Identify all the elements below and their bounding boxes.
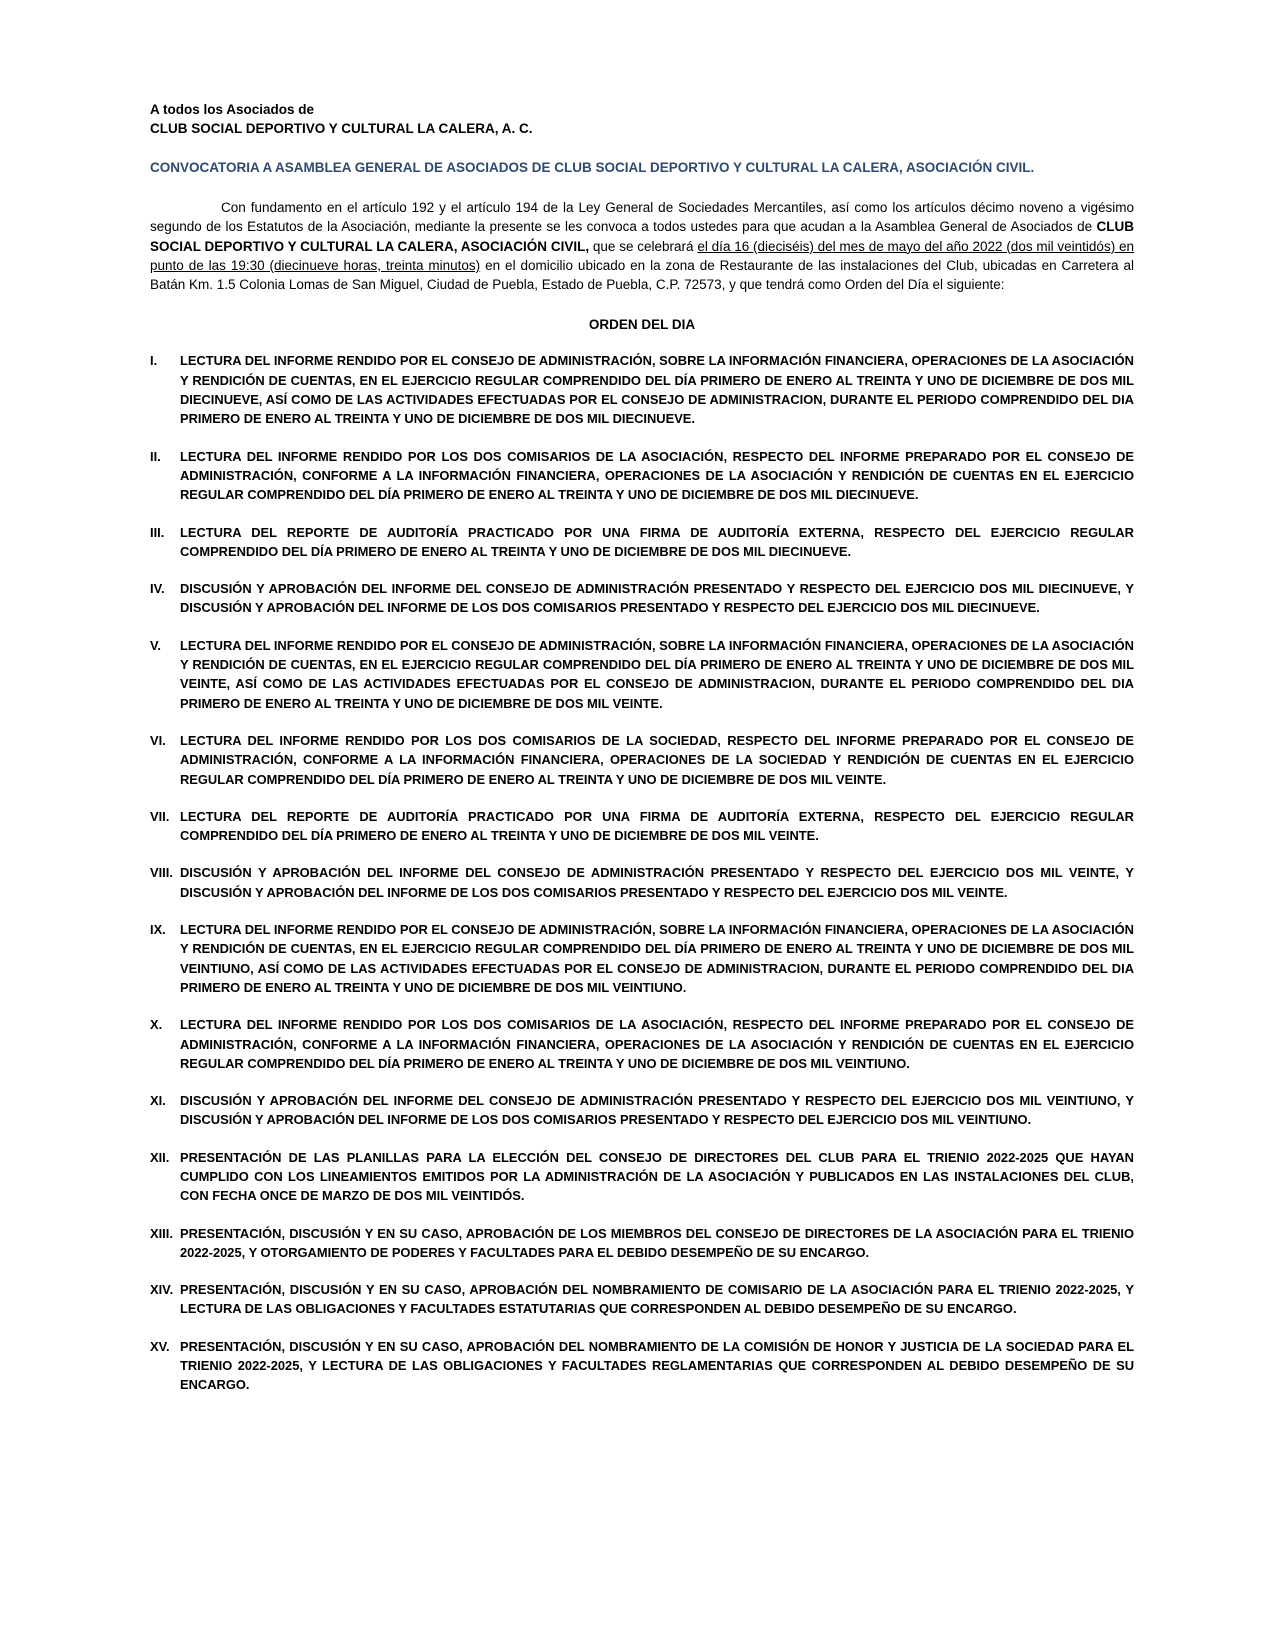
agenda-item [150, 863, 1134, 902]
agenda-item [150, 920, 1134, 997]
agenda-item [150, 351, 1134, 428]
intro-club-name: CLUB SOCIAL DEPORTIVO Y CULTURAL LA CALERA, ASOCIACIÓN CIVIL, [150, 219, 1134, 254]
agenda-item-text: DISCUSIÓN Y APROBACIÓN DEL INFORME DEL CONSEJO DE ADMINISTRACIÓN PRESENTADO Y RESPECTO DEL EJERCICIO DOS MIL VEINTIUNO, Y DISCUSIÓN Y APROBACIÓN DEL INFORME DE LOS DOS COMISARIOS PRESENTADO Y RESPECTO DEL EJERCICIO DOS MIL VEINTIUNO. [180, 1093, 1134, 1128]
salutation [150, 100, 1134, 138]
agenda-item-number: XV. [150, 1338, 170, 1354]
agenda-item [150, 579, 1134, 618]
agenda-item-text: PRESENTACIÓN, DISCUSIÓN Y EN SU CASO, APROBACIÓN DEL NOMBRAMIENTO DE COMISARIO DE LA ASOCIACIÓN PARA EL TRIENIO 2022-2025, Y LECTURA DE LAS OBLIGACIONES Y FACULTADES ESTATUTARIAS QUE CORRESPONDEN AL DEBIDO DESEMPEÑO DE SU ENCARGO. [180, 1282, 1134, 1317]
agenda-item-text: LECTURA DEL INFORME RENDIDO POR EL CONSEJO DE ADMINISTRACIÓN, SOBRE LA INFORMACIÓN FINANCIERA, OPERACIONES DE LA ASOCIACIÓN Y RENDICIÓN DE CUENTAS, EN EL EJERCICIO REGULAR COMPRENDIDO DEL DÍA PRIMERO DE ENERO AL TREINTA Y UNO DE DICIEMBRE DE DOS MIL VEINTE, ASÍ COMO DE LAS ACTIVIDADES EFECTUADAS POR EL CONSEJO DE ADMINISTRACION, DURANTE EL PERIODO COMPRENDIDO DEL DIA PRIMERO DE ENERO AL TREINTA Y UNO DE DICIEMBRE DE DOS MIL VEINTE. [180, 637, 1134, 711]
agenda-item-text: LECTURA DEL INFORME RENDIDO POR LOS DOS COMISARIOS DE LA ASOCIACIÓN, RESPECTO DEL INFORME PREPARADO POR EL CONSEJO DE ADMINISTRACIÓN, CONFORME A LA INFORMACIÓN FINANCIERA, OPERACIONES DE LA ASOCIACIÓN Y RENDICIÓN DE CUENTAS EN EL EJERCICIO REGULAR COMPRENDIDO DEL DÍA PRIMERO DE ENERO AL TREINTA Y UNO DE DICIEMBRE DE DOS MIL VEINTIUNO. [180, 1017, 1134, 1071]
agenda-item-text: DISCUSIÓN Y APROBACIÓN DEL INFORME DEL CONSEJO DE ADMINISTRACIÓN PRESENTADO Y RESPECTO DEL EJERCICIO DOS MIL VEINTE, Y DISCUSIÓN Y APROBACIÓN DEL INFORME DE LOS DOS COMISARIOS PRESENTADO Y RESPECTO DEL EJERCICIO DOS MIL VEINTE. [180, 865, 1134, 900]
agenda-item [150, 1224, 1134, 1263]
agenda-item-number: II. [150, 448, 161, 464]
agenda-item-number: VI. [150, 732, 166, 748]
agenda-item-text: PRESENTACIÓN, DISCUSIÓN Y EN SU CASO, APROBACIÓN DEL NOMBRAMIENTO DE LA COMISIÓN DE HONOR Y JUSTICIA DE LA SOCIEDAD PARA EL TRIENIO 2022-2025, Y LECTURA DE LAS OBLIGACIONES Y FACULTADES REGLAMENTARIAS QUE CORRESPONDEN AL DEBIDO DESEMPEÑO DE SU ENCARGO. [180, 1338, 1134, 1393]
agenda-item-number: III. [150, 524, 165, 540]
agenda-item-number: X. [150, 1017, 163, 1033]
agenda-item-text: LECTURA DEL REPORTE DE AUDITORÍA PRACTICADO POR UNA FIRMA DE AUDITORÍA EXTERNA, RESPECTO DEL EJERCICIO REGULAR COMPRENDIDO DEL DÍA PRIMERO DE ENERO AL TREINTA Y UNO DE DICIEMBRE DE DOS MIL DIECINUEVE. [180, 524, 1134, 559]
agenda-item-text: LECTURA DEL INFORME RENDIDO POR LOS DOS COMISARIOS DE LA ASOCIACIÓN, RESPECTO DEL INFORME PREPARADO POR EL CONSEJO DE ADMINISTRACIÓN, CONFORME A LA INFORMACIÓN FINANCIERA, OPERACIONES DE LA ASOCIACIÓN Y RENDICIÓN DE CUENTAS EN EL EJERCICIO REGULAR COMPRENDIDO DEL DÍA PRIMERO DE ENERO AL TREINTA Y UNO DE DICIEMBRE DE DOS MIL DIECINUEVE. [180, 448, 1134, 503]
agenda-item [150, 1015, 1134, 1073]
salutation-line-1: A todos los Asociados de [150, 102, 315, 117]
agenda-item-number: XIV. [150, 1282, 174, 1298]
agenda-item [150, 447, 1134, 505]
agenda-list [150, 351, 1134, 1394]
agenda-item [150, 1337, 1134, 1395]
agenda-item-text: LECTURA DEL REPORTE DE AUDITORÍA PRACTICADO POR UNA FIRMA DE AUDITORÍA EXTERNA, RESPECTO DEL EJERCICIO REGULAR COMPRENDIDO DEL DÍA PRIMERO DE ENERO AL TREINTA Y UNO DE DICIEMBRE DE DOS MIL VEINTE. [180, 808, 1134, 844]
agenda-item-number: V. [150, 637, 161, 653]
agenda-item-number: XIII. [150, 1225, 173, 1241]
agenda-item-number: I. [150, 353, 158, 369]
agenda-item-number: XI. [150, 1093, 166, 1109]
agenda-item [150, 731, 1134, 789]
convocation-headline: CONVOCATORIA A ASAMBLEA GENERAL DE ASOCIADOS DE CLUB SOCIAL DEPORTIVO Y CULTURAL LA CALERA, ASOCIACIÓN CIVIL. [150, 160, 1035, 175]
intro-part-1: Con fundamento en el artículo 192 y el artículo 194 de la Ley General de Sociedades Mercantiles, así como los artículos décimo noveno a vigésimo segundo de los Estatutos de la Asociación, mediante la presente se les convoca a todos ustedes para que acudan a la Asamblea General de Asociados de [150, 200, 1134, 235]
agenda-item [150, 523, 1134, 562]
agenda-item [150, 1280, 1134, 1319]
agenda-item-number: VII. [150, 808, 170, 824]
agenda-item-text: DISCUSIÓN Y APROBACIÓN DEL INFORME DEL CONSEJO DE ADMINISTRACIÓN PRESENTADO Y RESPECTO DEL EJERCICIO DOS MIL DIECINUEVE, Y DISCUSIÓN Y APROBACIÓN DEL INFORME DE LOS DOS COMISARIOS PRESENTADO Y RESPECTO DEL EJERCICIO DOS MIL DIECINUEVE. [180, 581, 1134, 616]
agenda-item-number: IX. [150, 922, 166, 938]
agenda-item-number: XII. [150, 1149, 170, 1165]
salutation-line-2: CLUB SOCIAL DEPORTIVO Y CULTURAL LA CALERA, A. C. [150, 121, 533, 136]
intro-part-2: que se celebrará [589, 238, 698, 254]
agenda-item-text: LECTURA DEL INFORME RENDIDO POR LOS DOS COMISARIOS DE LA SOCIEDAD, RESPECTO DEL INFORME PREPARADO POR EL CONSEJO DE ADMINISTRACIÓN, CONFORME A LA INFORMACIÓN FINANCIERA, OPERACIONES DE LA SOCIEDAD Y RENDICIÓN DE CUENTAS EN EL EJERCICIO REGULAR COMPRENDIDO DEL DÍA PRIMERO DE ENERO AL TREINTA Y UNO DE DICIEMBRE DE DOS MIL VEINTE. [180, 732, 1134, 787]
intro-part-3: en el domicilio ubicado en la zona de Restaurante de las instalaciones del Club, ubicadas en Carretera al Batán Km. 1.5 Colonia Lomas de San Miguel, Ciudad de Puebla, Estado de Puebla, C.P. 72573, y que tendrá como Orden del Día el siguiente: [150, 257, 1134, 293]
agenda-item-text: PRESENTACIÓN, DISCUSIÓN Y EN SU CASO, APROBACIÓN DE LOS MIEMBROS DEL CONSEJO DE DIRECTORES DE LA ASOCIACIÓN PARA EL TRIENIO 2022-2025, Y OTORGAMIENTO DE PODERES Y FACULTADES PARA EL DEBIDO DESEMPEÑO DE SU ENCARGO. [180, 1225, 1134, 1260]
agenda-item [150, 1148, 1134, 1206]
agenda-item-text: LECTURA DEL INFORME RENDIDO POR EL CONSEJO DE ADMINISTRACIÓN, SOBRE LA INFORMACIÓN FINANCIERA, OPERACIONES DE LA ASOCIACIÓN Y RENDICIÓN DE CUENTAS, EN EL EJERCICIO REGULAR COMPRENDIDO DEL DÍA PRIMERO DE ENERO AL TREINTA Y UNO DE DICIEMBRE DE DOS MIL DIECINUEVE, ASÍ COMO DE LAS ACTIVIDADES EFECTUADAS POR EL CONSEJO DE ADMINISTRACION, DURANTE EL PERIODO COMPRENDIDO DEL DIA PRIMERO DE ENERO AL TREINTA Y UNO DE DICIEMBRE DE DOS MIL DIECINUEVE. [180, 353, 1134, 427]
agenda-item [150, 1091, 1134, 1130]
agenda-item-text: PRESENTACIÓN DE LAS PLANILLAS PARA LA ELECCIÓN DEL CONSEJO DE DIRECTORES DEL CLUB PARA EL TRIENIO 2022-2025 QUE HAYAN CUMPLIDO CON LOS LINEAMIENTOS EMITIDOS POR LA ADMINISTRACIÓN DE LA ASOCIACIÓN Y PUBLICADOS EN LAS INSTALACIONES DEL CLUB, CON FECHA ONCE DE MARZO DE DOS MIL VEINTIDÓS. [180, 1149, 1134, 1204]
agenda-item-number: IV. [150, 581, 165, 597]
order-title: ORDEN DEL DIA [588, 317, 696, 333]
intro-paragraph [150, 198, 1134, 294]
agenda-item-number: VIII. [150, 865, 173, 881]
agenda-item [150, 636, 1134, 713]
agenda-item [150, 807, 1134, 846]
agenda-item-text: LECTURA DEL INFORME RENDIDO POR EL CONSEJO DE ADMINISTRACIÓN, SOBRE LA INFORMACIÓN FINANCIERA, OPERACIONES DE LA ASOCIACIÓN Y RENDICIÓN DE CUENTAS, EN EL EJERCICIO REGULAR COMPRENDIDO DEL DÍA PRIMERO DE ENERO AL TREINTA Y UNO DE DICIEMBRE DE DOS MIL VEINTIUNO, ASÍ COMO DE LAS ACTIVIDADES EFECTUADAS POR EL CONSEJO DE ADMINISTRACION, DURANTE EL PERIODO COMPRENDIDO DEL DIA PRIMERO DE ENERO AL TREINTA Y UNO DE DICIEMBRE DE DOS MIL VEINTIUNO. [180, 922, 1134, 995]
intro-date-text: el día 16 (dieciséis) del mes de mayo del año 2022 (dos mil veintidós) en punto de las 19:30 (diecinueve horas, treinta minutos) [150, 238, 1135, 273]
